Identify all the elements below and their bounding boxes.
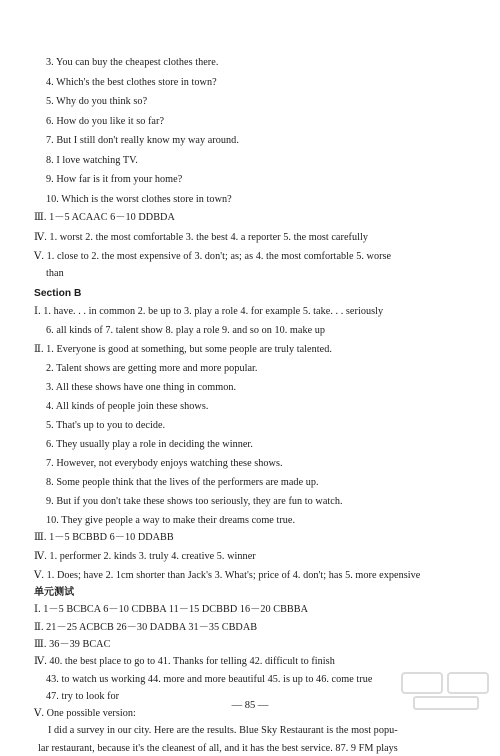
unit-test-part-3: Ⅲ. 36－39 BCAC (34, 638, 111, 650)
section-a-part-3: Ⅲ. 1－5 ACAAC 6－10 DDBDA (34, 212, 175, 223)
section-a-part-5-continued: than (46, 268, 64, 279)
answer-line-4: 4. Which's the best clothes store in town? (46, 77, 217, 88)
section-b-part-5: Ⅴ. 1. Does; have 2. 1cm shorter than Jack's 3. What's; price of 4. don't; has 5. more expensive (34, 570, 421, 581)
section-b-part-2-line-4: 4. All kinds of people join these shows. (46, 401, 209, 412)
section-b-part-2-line-8: 8. Some people think that the lives of the performers are made up. (46, 477, 319, 488)
section-b-part-4: Ⅳ. 1. performer 2. kinds 3. truly 4. creative 5. winner (34, 551, 256, 562)
essay-line-2: lar restaurant, because it's the cleanest of all, and it has the best service. 87. 9 FM plays (38, 742, 398, 754)
section-b-part-3: Ⅲ. 1－5 BCBBD 6－10 DDABB (34, 532, 174, 543)
unit-test-part-4: Ⅳ. 40. the best place to go to 41. Thanks for telling 42. difficult to finish (34, 656, 335, 668)
unit-test-part-2: Ⅱ. 21－25 ACBCB 26－30 DADBA 31－35 CBDAB (34, 621, 258, 633)
answer-line-8: 8. I love watching TV. (46, 155, 138, 166)
unit-test-part-4-continued: 43. to watch us working 44. more and more beautiful 45. is up to 46. come true (46, 673, 373, 685)
answer-line-9: 9. How far is it from your home? (46, 174, 183, 185)
section-b-part-2-line-2: 2. Talent shows are getting more and more popular. (46, 363, 258, 374)
section-b-heading: Section B (34, 288, 82, 299)
section-a-part-4: Ⅳ. 1. worst 2. the most comfortable 3. the best 4. a reporter 5. the most carefully (34, 232, 369, 243)
answer-line-7: 7. But I still don't really know my way around. (46, 135, 239, 146)
watermark-logo-icon (400, 669, 492, 713)
section-b-part-2-line-6: 6. They usually play a role in deciding the winner. (46, 439, 253, 450)
section-b-part-2-line-5: 5. That's up to you to decide. (46, 420, 166, 431)
section-b-part-2: Ⅱ. 1. Everyone is good at something, but some people are truly talented. (34, 344, 332, 355)
section-a-part-5: Ⅴ. 1. close to 2. the most expensive of 3. don't; as; as 4. the most comfortable 5. worse (34, 251, 392, 262)
unit-test-part-5: Ⅴ. One possible version: (34, 708, 136, 720)
answer-line-10: 10. Which is the worst clothes store in town? (46, 194, 232, 205)
section-b-part-2-line-3: 3. All these shows have one thing in common. (46, 382, 237, 393)
answer-line-6: 6. How do you like it so far? (46, 116, 165, 127)
section-b-part-2-line-10: 10. They give people a way to make their dreams come true. (46, 515, 296, 526)
unit-test-part-1: Ⅰ. 1－5 BCBCA 6－10 CDBBA 11－15 DCBBD 16－20 CBBBA (34, 604, 309, 616)
section-b-part-2-line-9: 9. But if you don't take these shows too seriously, they are fun to watch. (46, 496, 343, 507)
essay-line-1: I did a survey in our city. Here are the results. Blue Sky Restaurant is the most popu- (48, 725, 398, 737)
unit-test-part-4-end: 47. try to look for (46, 690, 120, 702)
section-b-part-2-line-7: 7. However, not everybody enjoys watching these shows. (46, 458, 283, 469)
section-b-part-1-continued: 6. all kinds of 7. talent show 8. play a role 9. and so on 10. make up (46, 325, 326, 336)
section-b-part-1: Ⅰ. 1. have. . . in common 2. be up to 3. play a role 4. for example 5. take. . . seriously (34, 306, 384, 317)
answer-line-3: 3. You can buy the cheapest clothes there. (46, 57, 219, 68)
page-number: — 85 — (231, 700, 269, 711)
answer-line-5: 5. Why do you think so? (46, 96, 148, 107)
unit-test-heading: 单元测试 (34, 587, 75, 598)
